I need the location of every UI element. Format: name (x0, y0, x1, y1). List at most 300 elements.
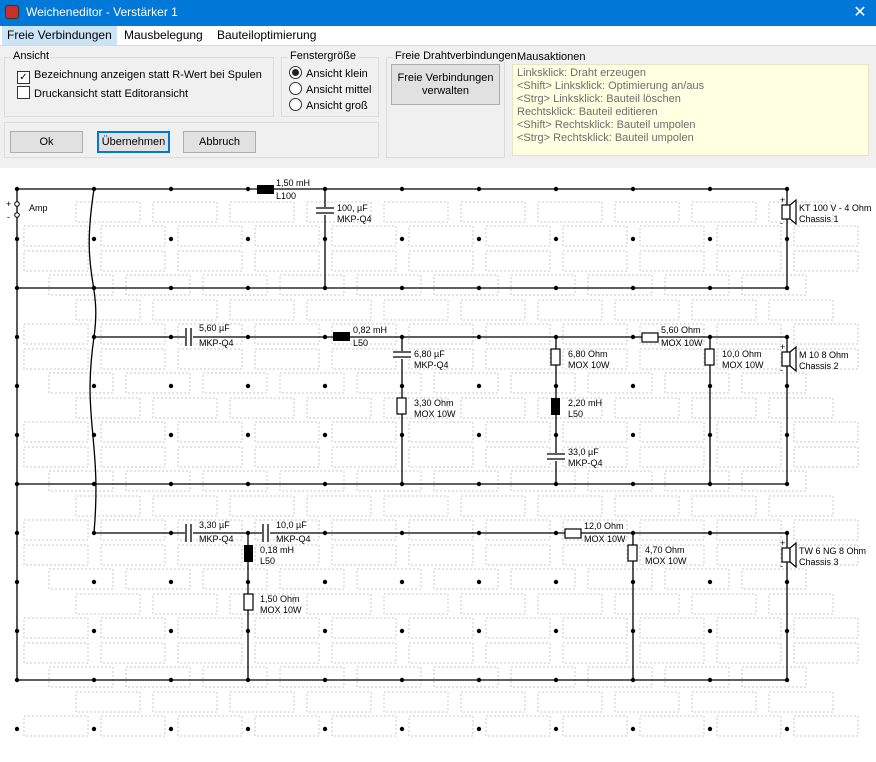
grid-node[interactable] (631, 187, 635, 191)
grid-node[interactable] (708, 335, 712, 339)
grid-node[interactable] (92, 580, 96, 584)
grid-cell[interactable] (153, 398, 217, 418)
grid-cell[interactable] (203, 667, 267, 687)
grid-cell[interactable] (692, 202, 756, 222)
grid-cell[interactable] (357, 373, 421, 393)
grid-cell[interactable] (794, 716, 858, 736)
grid-node[interactable] (92, 727, 96, 731)
grid-node[interactable] (169, 335, 173, 339)
grid-node[interactable] (323, 531, 327, 535)
grid-cell[interactable] (511, 275, 575, 295)
grid-node[interactable] (631, 531, 635, 535)
grid-node[interactable] (169, 237, 173, 241)
grid-cell[interactable] (640, 251, 704, 271)
grid-cell[interactable] (717, 716, 781, 736)
resistor-r6[interactable] (565, 529, 581, 538)
grid-cell[interactable] (255, 324, 319, 344)
grid-node[interactable] (477, 482, 481, 486)
radio-ansicht-mittel[interactable] (289, 82, 371, 98)
grid-cell[interactable] (717, 226, 781, 246)
grid-cell[interactable] (769, 692, 833, 712)
grid-node[interactable] (15, 237, 19, 241)
inductor-l2[interactable] (333, 332, 350, 341)
grid-cell[interactable] (307, 692, 371, 712)
grid-node[interactable] (477, 335, 481, 339)
grid-node[interactable] (708, 482, 712, 486)
grid-cell[interactable] (409, 618, 473, 638)
grid-cell[interactable] (588, 667, 652, 687)
resistor-r1[interactable] (397, 398, 406, 414)
grid-node[interactable] (15, 286, 19, 290)
grid-cell[interactable] (486, 545, 550, 565)
grid-cell[interactable] (742, 275, 806, 295)
grid-node[interactable] (708, 727, 712, 731)
grid-cell[interactable] (434, 569, 498, 589)
capacitor-c5[interactable] (185, 524, 193, 542)
grid-cell[interactable] (486, 447, 550, 467)
grid-node[interactable] (708, 237, 712, 241)
schematic-canvas[interactable] (0, 168, 876, 762)
grid-cell[interactable] (563, 251, 627, 271)
checkbox-druckansicht[interactable] (17, 86, 188, 102)
grid-cell[interactable] (409, 716, 473, 736)
grid-node[interactable] (15, 580, 19, 584)
grid-node[interactable] (323, 482, 327, 486)
grid-node[interactable] (169, 286, 173, 290)
grid-node[interactable] (477, 727, 481, 731)
grid-cell[interactable] (24, 716, 88, 736)
grid-node[interactable] (246, 629, 250, 633)
grid-cell[interactable] (717, 520, 781, 540)
grid-node[interactable] (554, 727, 558, 731)
radio-ansicht-klein[interactable] (289, 66, 368, 82)
grid-cell[interactable] (511, 471, 575, 491)
grid-cell[interactable] (203, 373, 267, 393)
grid-cell[interactable] (49, 373, 113, 393)
ok-button[interactable]: Ok (10, 131, 83, 153)
grid-cell[interactable] (563, 422, 627, 442)
grid-node[interactable] (246, 482, 250, 486)
grid-node[interactable] (169, 629, 173, 633)
grid-node[interactable] (15, 187, 19, 191)
grid-cell[interactable] (640, 422, 704, 442)
resistor-r7[interactable] (628, 545, 637, 561)
grid-cell[interactable] (332, 251, 396, 271)
grid-node[interactable] (477, 433, 481, 437)
grid-node[interactable] (323, 286, 327, 290)
grid-node[interactable] (477, 580, 481, 584)
grid-node[interactable] (92, 531, 96, 535)
grid-cell[interactable] (280, 373, 344, 393)
grid-node[interactable] (323, 580, 327, 584)
grid-cell[interactable] (332, 422, 396, 442)
grid-cell[interactable] (76, 398, 140, 418)
grid-cell[interactable] (101, 545, 165, 565)
grid-node[interactable] (631, 286, 635, 290)
grid-node[interactable] (708, 384, 712, 388)
grid-cell[interactable] (332, 545, 396, 565)
grid-cell[interactable] (230, 496, 294, 516)
grid-cell[interactable] (255, 716, 319, 736)
grid-cell[interactable] (640, 618, 704, 638)
grid-cell[interactable] (101, 251, 165, 271)
grid-node[interactable] (92, 286, 96, 290)
grid-cell[interactable] (794, 422, 858, 442)
grid-cell[interactable] (101, 226, 165, 246)
grid-cell[interactable] (126, 569, 190, 589)
grid-node[interactable] (323, 384, 327, 388)
grid-cell[interactable] (717, 643, 781, 663)
grid-cell[interactable] (126, 667, 190, 687)
grid-cell[interactable] (178, 349, 242, 369)
checkbox-unchecked-icon[interactable] (17, 86, 30, 99)
grid-cell[interactable] (538, 300, 602, 320)
grid-cell[interactable] (615, 692, 679, 712)
grid-cell[interactable] (588, 569, 652, 589)
grid-node[interactable] (15, 482, 19, 486)
grid-cell[interactable] (692, 398, 756, 418)
grid-node[interactable] (554, 384, 558, 388)
grid-cell[interactable] (742, 569, 806, 589)
inductor-l1[interactable] (257, 185, 274, 194)
grid-cell[interactable] (409, 545, 473, 565)
grid-cell[interactable] (280, 569, 344, 589)
tab-mausbelegung[interactable]: Mausbelegung (124, 28, 203, 42)
grid-node[interactable] (169, 531, 173, 535)
grid-node[interactable] (400, 335, 404, 339)
grid-cell[interactable] (24, 324, 88, 344)
grid-node[interactable] (246, 580, 250, 584)
grid-cell[interactable] (76, 594, 140, 614)
grid-node[interactable] (246, 433, 250, 437)
grid-node[interactable] (400, 433, 404, 437)
grid-node[interactable] (554, 531, 558, 535)
grid-cell[interactable] (692, 692, 756, 712)
checkbox-checked-icon[interactable]: ✓ (17, 71, 30, 84)
grid-node[interactable] (92, 629, 96, 633)
grid-node[interactable] (785, 580, 789, 584)
grid-cell[interactable] (153, 300, 217, 320)
grid-cell[interactable] (153, 692, 217, 712)
grid-node[interactable] (400, 286, 404, 290)
grid-node[interactable] (169, 187, 173, 191)
apply-button[interactable]: Übernehmen (97, 131, 170, 153)
radio-selected-icon[interactable] (289, 66, 302, 79)
grid-cell[interactable] (588, 471, 652, 491)
grid-cell[interactable] (511, 373, 575, 393)
grid-node[interactable] (785, 335, 789, 339)
grid-node[interactable] (785, 433, 789, 437)
grid-node[interactable] (785, 727, 789, 731)
grid-cell[interactable] (178, 226, 242, 246)
grid-cell[interactable] (230, 692, 294, 712)
grid-cell[interactable] (332, 349, 396, 369)
grid-cell[interactable] (49, 667, 113, 687)
grid-node[interactable] (323, 678, 327, 682)
grid-cell[interactable] (307, 594, 371, 614)
grid-cell[interactable] (615, 496, 679, 516)
grid-node[interactable] (169, 384, 173, 388)
grid-cell[interactable] (409, 643, 473, 663)
grid-cell[interactable] (794, 520, 858, 540)
grid-node[interactable] (323, 727, 327, 731)
resistor-r4[interactable] (705, 349, 714, 365)
grid-cell[interactable] (24, 422, 88, 442)
grid-node[interactable] (246, 286, 250, 290)
grid-cell[interactable] (101, 643, 165, 663)
grid-node[interactable] (15, 335, 19, 339)
grid-cell[interactable] (640, 643, 704, 663)
grid-cell[interactable] (332, 643, 396, 663)
grid-cell[interactable] (178, 251, 242, 271)
grid-cell[interactable] (640, 520, 704, 540)
grid-node[interactable] (477, 187, 481, 191)
grid-node[interactable] (400, 678, 404, 682)
grid-cell[interactable] (101, 324, 165, 344)
grid-node[interactable] (15, 678, 19, 682)
grid-cell[interactable] (640, 226, 704, 246)
grid-cell[interactable] (126, 275, 190, 295)
grid-cell[interactable] (538, 496, 602, 516)
grid-cell[interactable] (76, 300, 140, 320)
grid-cell[interactable] (332, 716, 396, 736)
grid-cell[interactable] (24, 643, 88, 663)
grid-cell[interactable] (486, 716, 550, 736)
grid-node[interactable] (169, 482, 173, 486)
grid-cell[interactable] (563, 226, 627, 246)
grid-node[interactable] (554, 286, 558, 290)
grid-node[interactable] (554, 433, 558, 437)
capacitor-c1[interactable] (316, 207, 334, 215)
grid-node[interactable] (477, 678, 481, 682)
capacitor-c6[interactable] (262, 524, 270, 542)
grid-cell[interactable] (280, 471, 344, 491)
grid-cell[interactable] (230, 300, 294, 320)
grid-node[interactable] (246, 187, 250, 191)
grid-node[interactable] (92, 384, 96, 388)
grid-node[interactable] (246, 678, 250, 682)
capacitor-c4[interactable] (547, 453, 565, 461)
grid-cell[interactable] (717, 422, 781, 442)
grid-node[interactable] (785, 629, 789, 633)
grid-node[interactable] (15, 384, 19, 388)
grid-cell[interactable] (203, 569, 267, 589)
grid-cell[interactable] (794, 226, 858, 246)
grid-cell[interactable] (76, 496, 140, 516)
grid-cell[interactable] (563, 643, 627, 663)
grid-cell[interactable] (153, 594, 217, 614)
grid-node[interactable] (708, 531, 712, 535)
grid-cell[interactable] (615, 300, 679, 320)
grid-node[interactable] (246, 237, 250, 241)
grid-cell[interactable] (769, 398, 833, 418)
grid-cell[interactable] (794, 643, 858, 663)
grid-cell[interactable] (230, 202, 294, 222)
grid-node[interactable] (708, 580, 712, 584)
grid-cell[interactable] (203, 275, 267, 295)
grid-node[interactable] (631, 237, 635, 241)
grid-node[interactable] (477, 384, 481, 388)
grid-node[interactable] (554, 678, 558, 682)
grid-node[interactable] (323, 629, 327, 633)
grid-cell[interactable] (615, 594, 679, 614)
grid-cell[interactable] (665, 275, 729, 295)
grid-node[interactable] (785, 531, 789, 535)
grid-node[interactable] (400, 384, 404, 388)
capacitor-c2[interactable] (185, 328, 193, 346)
grid-node[interactable] (554, 580, 558, 584)
grid-node[interactable] (554, 335, 558, 339)
grid-cell[interactable] (203, 471, 267, 491)
grid-cell[interactable] (101, 716, 165, 736)
grid-node[interactable] (169, 727, 173, 731)
grid-cell[interactable] (615, 398, 679, 418)
grid-cell[interactable] (126, 373, 190, 393)
grid-cell[interactable] (486, 324, 550, 344)
grid-cell[interactable] (307, 398, 371, 418)
grid-cell[interactable] (434, 275, 498, 295)
grid-node[interactable] (92, 237, 96, 241)
grid-cell[interactable] (717, 251, 781, 271)
grid-cell[interactable] (101, 349, 165, 369)
grid-node[interactable] (15, 531, 19, 535)
grid-node[interactable] (631, 678, 635, 682)
grid-cell[interactable] (409, 251, 473, 271)
grid-cell[interactable] (332, 520, 396, 540)
grid-cell[interactable] (486, 251, 550, 271)
grid-cell[interactable] (742, 471, 806, 491)
grid-node[interactable] (554, 629, 558, 633)
inductor-l3[interactable] (551, 398, 560, 415)
grid-cell[interactable] (24, 226, 88, 246)
grid-node[interactable] (631, 384, 635, 388)
grid-node[interactable] (246, 335, 250, 339)
grid-node[interactable] (323, 335, 327, 339)
resistor-r5[interactable] (244, 594, 253, 610)
grid-node[interactable] (477, 237, 481, 241)
grid-cell[interactable] (384, 496, 448, 516)
grid-cell[interactable] (434, 471, 498, 491)
grid-node[interactable] (92, 433, 96, 437)
grid-cell[interactable] (409, 520, 473, 540)
checkbox-bezeichnung[interactable] (17, 67, 262, 83)
grid-cell[interactable] (563, 618, 627, 638)
grid-cell[interactable] (255, 447, 319, 467)
grid-node[interactable] (92, 482, 96, 486)
grid-node[interactable] (708, 433, 712, 437)
grid-cell[interactable] (563, 324, 627, 344)
radio-unselected-icon[interactable] (289, 98, 302, 111)
grid-cell[interactable] (332, 618, 396, 638)
grid-cell[interactable] (461, 496, 525, 516)
grid-cell[interactable] (665, 569, 729, 589)
resistor-r3[interactable] (642, 333, 658, 342)
grid-cell[interactable] (24, 251, 88, 271)
grid-node[interactable] (785, 187, 789, 191)
grid-node[interactable] (708, 678, 712, 682)
tab-freie-verbindungen[interactable]: Freie Verbindungen (2, 26, 117, 45)
grid-node[interactable] (92, 678, 96, 682)
grid-cell[interactable] (230, 398, 294, 418)
grid-cell[interactable] (384, 692, 448, 712)
grid-cell[interactable] (357, 667, 421, 687)
grid-cell[interactable] (153, 202, 217, 222)
grid-node[interactable] (15, 433, 19, 437)
resistor-r2[interactable] (551, 349, 560, 365)
grid-cell[interactable] (24, 447, 88, 467)
grid-cell[interactable] (24, 349, 88, 369)
grid-cell[interactable] (511, 569, 575, 589)
grid-node[interactable] (631, 433, 635, 437)
grid-cell[interactable] (769, 300, 833, 320)
grid-cell[interactable] (409, 226, 473, 246)
grid-node[interactable] (785, 384, 789, 388)
grid-node[interactable] (785, 286, 789, 290)
grid-cell[interactable] (24, 520, 88, 540)
grid-cell[interactable] (794, 324, 858, 344)
grid-cell[interactable] (101, 422, 165, 442)
grid-node[interactable] (554, 482, 558, 486)
grid-cell[interactable] (461, 300, 525, 320)
grid-cell[interactable] (461, 398, 525, 418)
grid-node[interactable] (631, 335, 635, 339)
grid-cell[interactable] (49, 471, 113, 491)
grid-cell[interactable] (357, 471, 421, 491)
grid-cell[interactable] (692, 300, 756, 320)
grid-cell[interactable] (384, 202, 448, 222)
grid-node[interactable] (631, 580, 635, 584)
grid-cell[interactable] (49, 275, 113, 295)
grid-cell[interactable] (640, 716, 704, 736)
grid-cell[interactable] (717, 545, 781, 565)
grid-cell[interactable] (563, 716, 627, 736)
grid-node[interactable] (400, 237, 404, 241)
grid-cell[interactable] (255, 643, 319, 663)
grid-cell[interactable] (794, 251, 858, 271)
grid-node[interactable] (708, 629, 712, 633)
grid-cell[interactable] (434, 667, 498, 687)
grid-cell[interactable] (24, 618, 88, 638)
grid-cell[interactable] (357, 569, 421, 589)
grid-cell[interactable] (692, 594, 756, 614)
capacitor-c3[interactable] (393, 351, 411, 359)
grid-cell[interactable] (640, 447, 704, 467)
freie-verbindungen-button[interactable] (391, 64, 500, 105)
grid-cell[interactable] (178, 716, 242, 736)
grid-node[interactable] (554, 237, 558, 241)
grid-cell[interactable] (692, 496, 756, 516)
grid-cell[interactable] (153, 496, 217, 516)
grid-node[interactable] (400, 187, 404, 191)
grid-cell[interactable] (255, 251, 319, 271)
grid-node[interactable] (169, 433, 173, 437)
grid-node[interactable] (246, 384, 250, 388)
grid-cell[interactable] (307, 496, 371, 516)
grid-node[interactable] (477, 629, 481, 633)
grid-cell[interactable] (538, 594, 602, 614)
grid-node[interactable] (785, 237, 789, 241)
grid-node[interactable] (92, 335, 96, 339)
grid-node[interactable] (708, 286, 712, 290)
grid-node[interactable] (554, 187, 558, 191)
grid-cell[interactable] (538, 202, 602, 222)
grid-cell[interactable] (76, 202, 140, 222)
radio-unselected-icon[interactable] (289, 82, 302, 95)
grid-cell[interactable] (563, 545, 627, 565)
grid-cell[interactable] (461, 202, 525, 222)
grid-node[interactable] (785, 678, 789, 682)
grid-cell[interactable] (717, 447, 781, 467)
